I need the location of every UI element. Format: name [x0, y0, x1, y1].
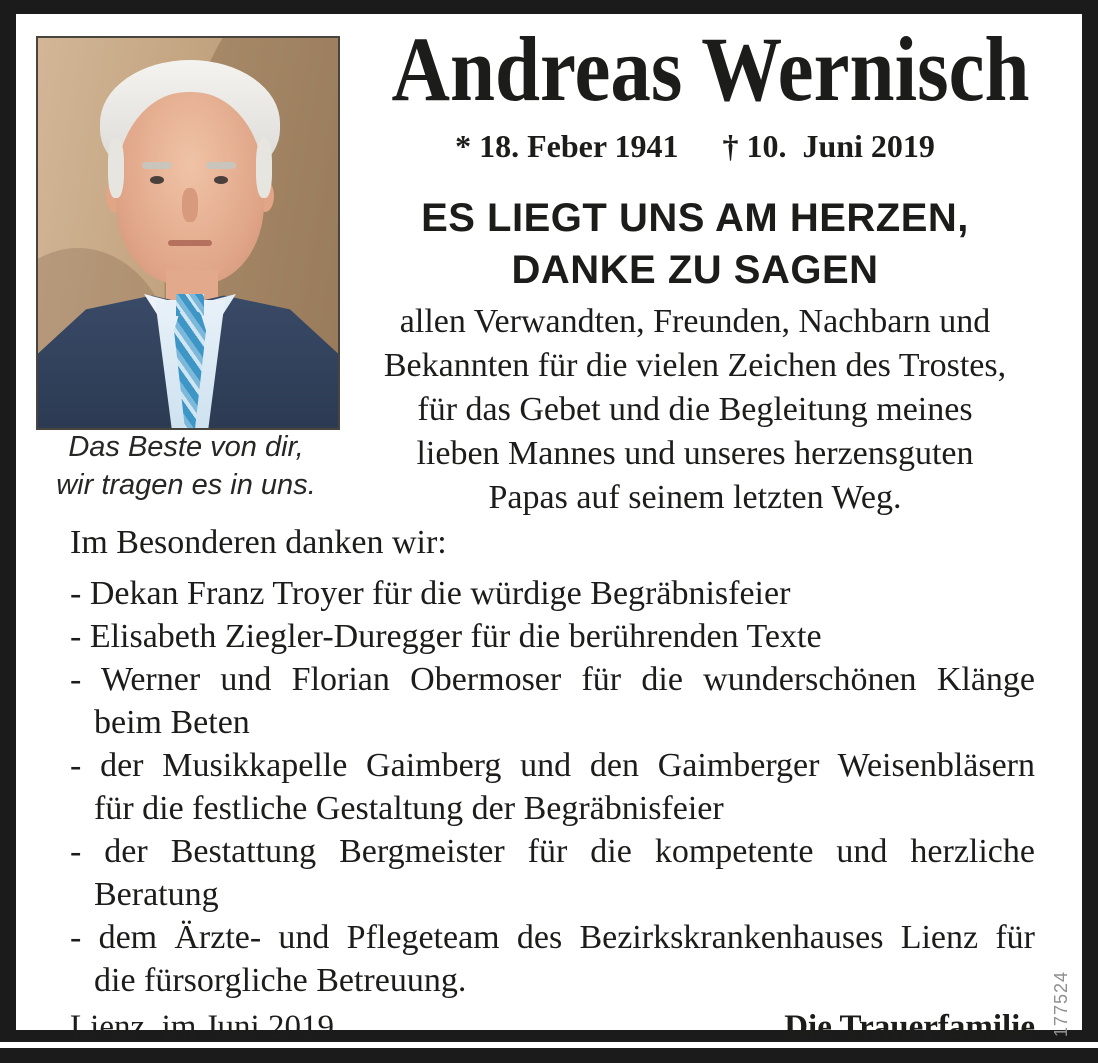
- adjacent-ad-rule: [0, 1048, 1098, 1063]
- place-date: Lienz, im Juni 2019: [70, 1009, 334, 1045]
- thanks-item: - der Musikkapelle Gaimberg und den Gaimberger Weisenbläsern: [70, 747, 1035, 784]
- thank-you-heading-line2: DANKE ZU SAGEN: [511, 248, 879, 292]
- photo-caption-line: Das Beste von dir,: [68, 431, 304, 463]
- special-thanks-heading: Im Besonderen danken wir:: [70, 524, 447, 561]
- condolence-line: Papas auf seinem letzten Weg.: [488, 479, 902, 516]
- thank-you-heading: [348, 192, 1042, 296]
- condolence-line: für das Gebet und die Begleitung meines: [417, 391, 973, 428]
- photo-hair-side: [108, 138, 124, 198]
- birth-date: * 18. Feber 1941: [455, 128, 679, 164]
- deceased-name: Andreas Wernisch: [391, 18, 1030, 120]
- special-thanks-section: [70, 522, 1035, 1048]
- photo-eye: [150, 176, 164, 184]
- thanks-item-continuation: die fürsorgliche Betreuung.: [94, 962, 467, 999]
- thanks-item: - der Bestattung Bergmeister für die kompetente und herzliche: [70, 833, 1035, 870]
- portrait-photo: [36, 36, 340, 430]
- condolence-line: allen Verwandten, Freunden, Nachbarn und: [399, 303, 991, 340]
- thanks-item-continuation: beim Beten: [94, 704, 250, 741]
- photo-caption-line: wir tragen es in uns.: [56, 469, 316, 501]
- photo-caption: [26, 428, 346, 504]
- ad-number: 177524: [1051, 970, 1071, 1037]
- thanks-item-continuation: Beratung: [94, 876, 219, 913]
- thank-you-heading-line1: ES LIEGT UNS AM HERZEN,: [421, 196, 969, 240]
- thanks-item: - Werner und Florian Obermoser für die wunderschönen Klänge: [70, 661, 1035, 698]
- life-dates: [348, 128, 1042, 165]
- photo-eyebrow: [206, 162, 236, 169]
- thanks-item: - Elisabeth Ziegler-Duregger für die berührenden Texte: [70, 618, 822, 655]
- condolence-paragraph: [348, 300, 1042, 520]
- thanks-item: - dem Ärzte- und Pflegeteam des Bezirkskrankenhauses Lienz für: [70, 919, 1035, 956]
- photo-eye: [214, 176, 228, 184]
- photo-mouth: [168, 240, 212, 246]
- condolence-line: lieben Mannes und unseres herzensguten: [416, 435, 974, 472]
- thanks-item-continuation: für die festliche Gestaltung der Begräbnisfeier: [94, 790, 724, 827]
- photo-nose: [182, 188, 198, 222]
- photo-eyebrow: [142, 162, 172, 169]
- thanks-item: - Dekan Franz Troyer für die würdige Begräbnisfeier: [70, 575, 791, 612]
- family-signature: Die Trauerfamilie: [784, 1009, 1035, 1045]
- condolence-line: Bekannten für die vielen Zeichen des Trostes,: [383, 347, 1007, 384]
- notice-footer: [70, 1006, 1035, 1048]
- death-date: † 10. Juni 2019: [722, 128, 935, 164]
- photo-hair-side: [256, 138, 272, 198]
